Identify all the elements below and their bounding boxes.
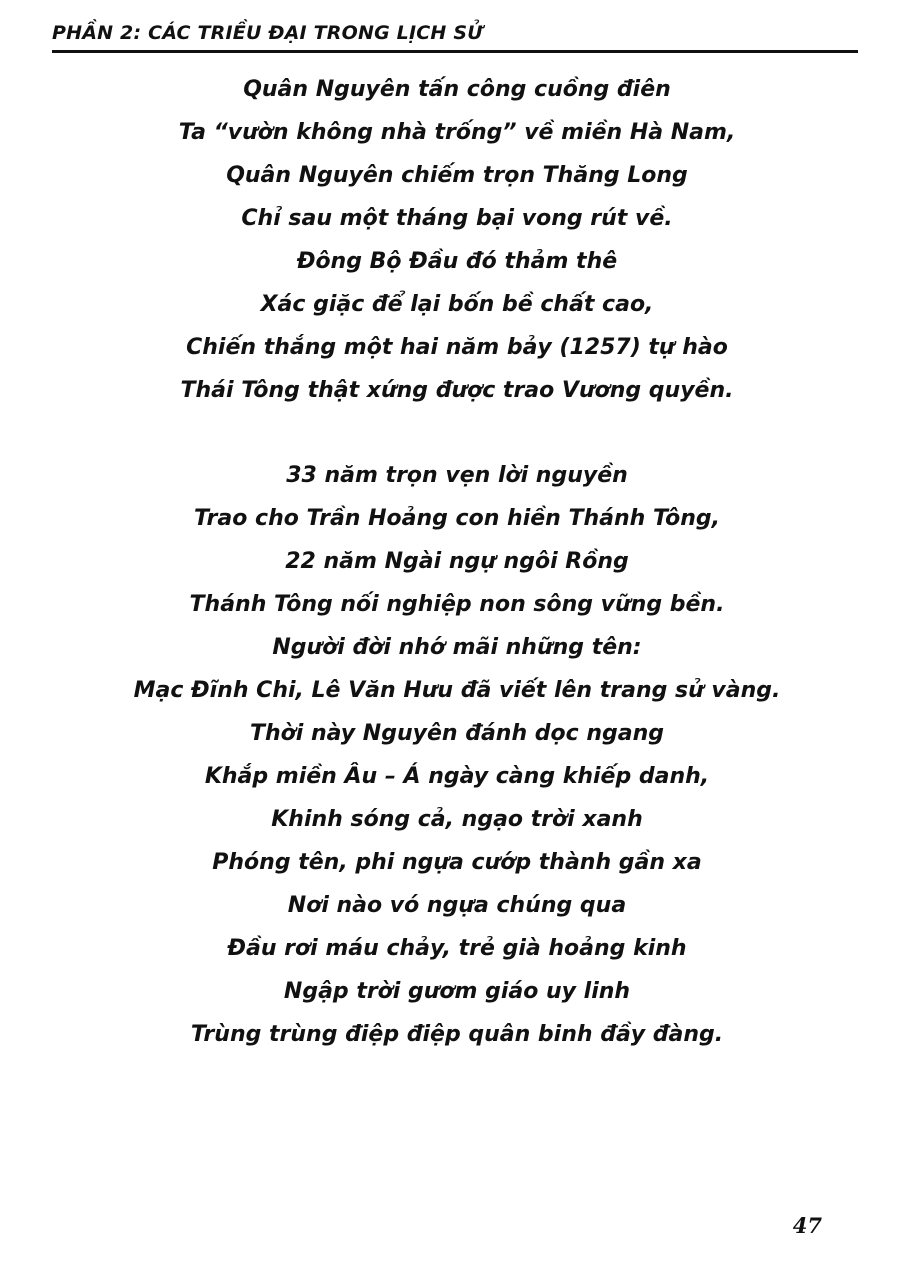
poem-stanza-1 bbox=[0, 68, 900, 412]
poem-line: 22 năm Ngài ngự ngôi Rồng bbox=[285, 549, 629, 574]
poem-line: Khinh sóng cả, ngạo trời xanh bbox=[271, 807, 643, 832]
poem-line: Xác giặc để lại bốn bề chất cao, bbox=[260, 292, 654, 317]
poem-line: Thời này Nguyên đánh dọc ngang bbox=[249, 721, 665, 746]
poem-line: Mạc Đĩnh Chi, Lê Văn Hưu đã viết lên trang sử vàng. bbox=[133, 678, 781, 703]
section-title: PHẦN 2: CÁC TRIỀU ĐẠI TRONG LỊCH SỬ bbox=[52, 22, 483, 44]
poem-line: Chỉ sau một tháng bại vong rút về. bbox=[241, 206, 673, 231]
page-number: 47 bbox=[792, 1213, 822, 1238]
poem-line: Người đời nhớ mãi những tên: bbox=[272, 635, 642, 660]
poem-line: Trùng trùng điệp điệp quân binh đầy đàng. bbox=[190, 1022, 724, 1047]
poem-line: Quân Nguyên tấn công cuồng điên bbox=[243, 77, 671, 102]
poem-line: Ta “vườn không nhà trống” về miền Hà Nam, bbox=[178, 120, 736, 145]
poem-line: Khắp miền Âu – Á ngày càng khiếp danh, bbox=[204, 764, 710, 789]
poem-line: Quân Nguyên chiếm trọn Thăng Long bbox=[226, 163, 688, 188]
poem-line: 33 năm trọn vẹn lời nguyền bbox=[286, 463, 628, 488]
poem-line: Chiến thắng một hai năm bảy (1257) tự hào bbox=[186, 335, 728, 360]
poem-line: Phóng tên, phi ngựa cướp thành gần xa bbox=[212, 850, 702, 875]
page-header bbox=[52, 18, 858, 53]
poem-line: Nơi nào vó ngựa chúng qua bbox=[287, 893, 627, 918]
poem-line: Thánh Tông nối nghiệp non sông vững bền. bbox=[189, 592, 725, 617]
poem-line: Thái Tông thật xứng được trao Vương quyền. bbox=[180, 378, 734, 403]
poem-line: Ngập trời gươm giáo uy linh bbox=[283, 979, 631, 1004]
poem-line: Đầu rơi máu chảy, trẻ già hoảng kinh bbox=[227, 936, 687, 961]
poem-line: Trao cho Trần Hoảng con hiền Thánh Tông, bbox=[193, 506, 721, 531]
poem-line: Đông Bộ Đầu đó thảm thê bbox=[296, 249, 618, 274]
poem-stanza-2 bbox=[0, 454, 900, 1056]
